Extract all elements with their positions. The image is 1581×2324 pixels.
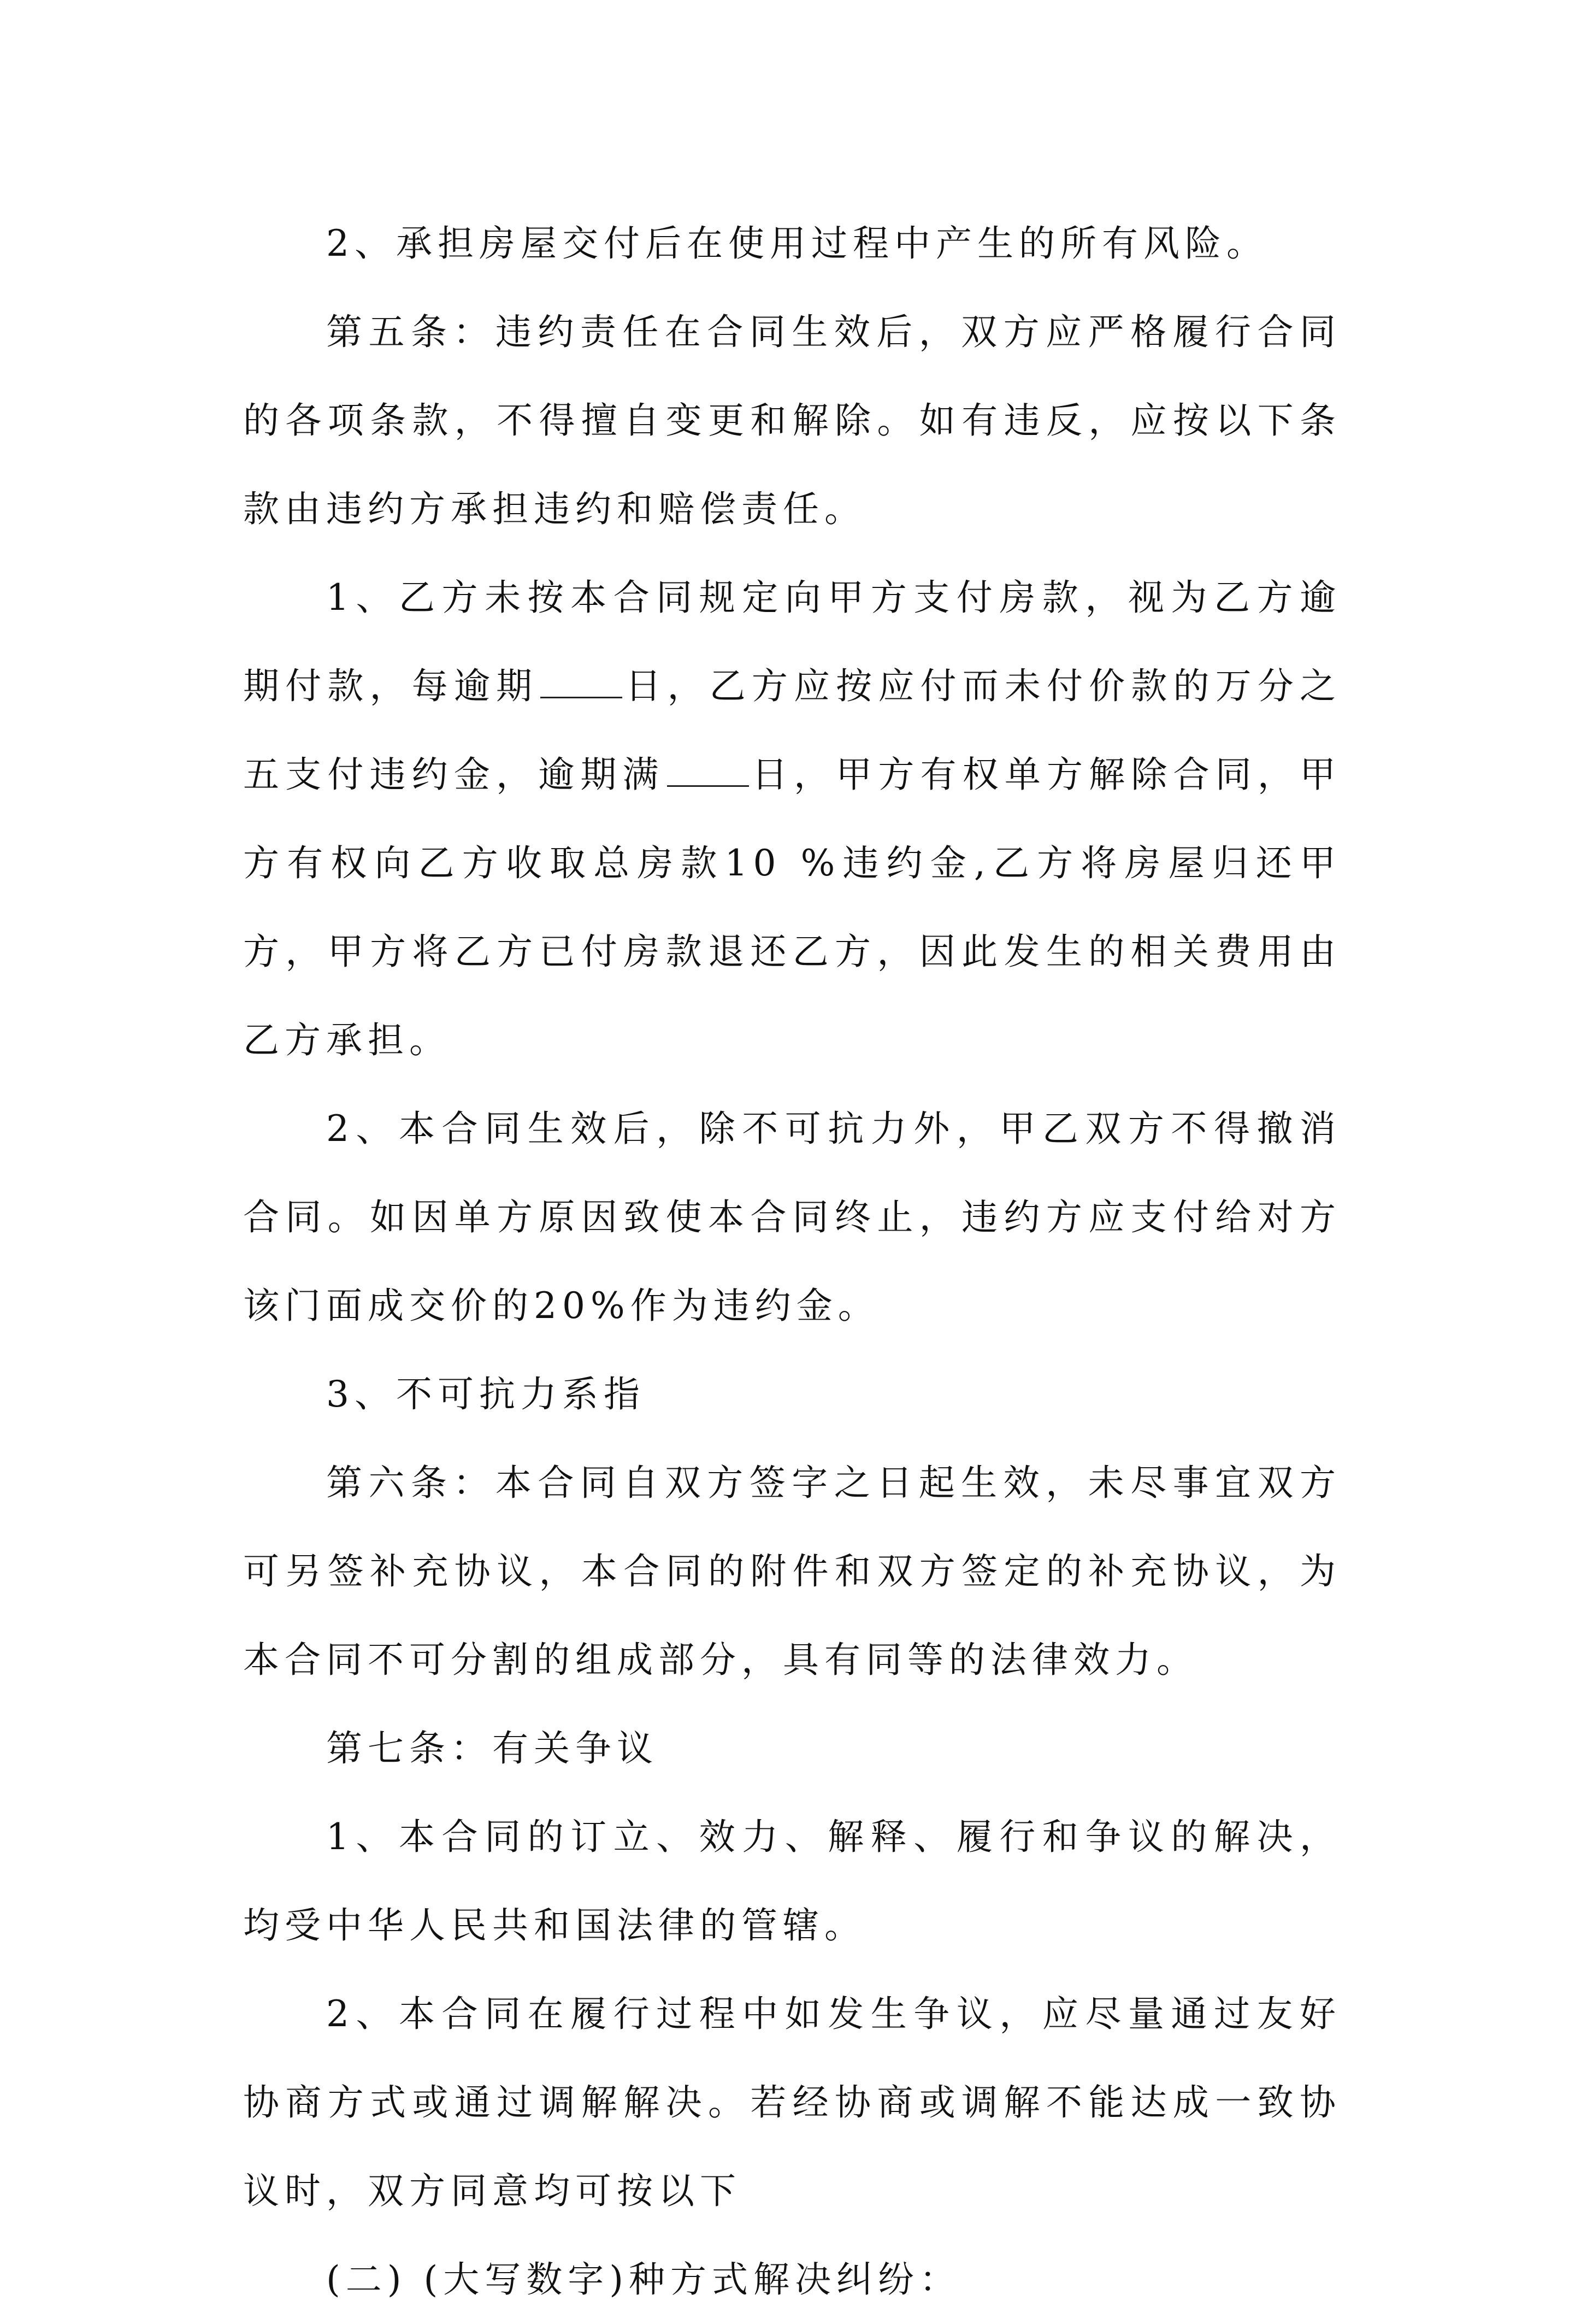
paragraph-text: 2、本合同生效后，除不可抗力外，甲乙双方不得撤消合同。如因单方原因致使本合同终止，违约方应支付给对方该门面成交价的20%作为违约金。 — [243, 1108, 1341, 1327]
paragraph-text: 第五条：违约责任在合同生效后，双方应严格履行合同的各项条款，不得擅自变更和解除。如有违反，应按以下条款由违约方承担违约和赔偿责任。 — [243, 311, 1341, 530]
paragraph-text: 1、乙方未按本合同规定向甲方支付房款，视为乙方逾期付款，每逾期 — [243, 576, 1341, 707]
paragraph-article-5-liability — [243, 288, 1341, 554]
paragraph-force-majeure — [243, 1350, 1341, 1439]
blank-days-overdue-full — [667, 754, 749, 787]
paragraph-late-payment — [243, 554, 1341, 1085]
paragraph-no-cancellation — [243, 1085, 1341, 1350]
paragraph-text: (二) (大写数字)种方式解决纠纷： — [326, 2258, 961, 2301]
paragraph-article-6-effective — [243, 1439, 1341, 1704]
paragraph-text: 第六条：本合同自双方签字之日起生效，未尽事宜双方可另签补充协议，本合同的附件和双方签定的补充协议，为本合同不可分割的组成部分，具有同等的法律效力。 — [243, 1462, 1341, 1681]
paragraph-text: 2、承担房屋交付后在使用过程中产生的所有风险。 — [326, 222, 1268, 264]
paragraph-text: 日，乙方应按应付而未付价款的万分之五支付违约金，逾期满 — [243, 665, 1342, 796]
paragraph-text: 日，甲方有权单方解除合同，甲方有权向乙方收取总房款10 %违约金,乙方将房屋归还甲方，甲方将乙方已付房款退还乙方，因此发生的相关费用由乙方承担。 — [243, 754, 1342, 1061]
paragraph-text: 1、本合同的订立、效力、解释、履行和争议的解决，均受中华人民共和国法律的管辖。 — [243, 1816, 1341, 1946]
paragraph-resolution-method — [243, 2235, 1341, 2324]
paragraph-text: 3、不可抗力系指 — [326, 1373, 645, 1415]
paragraph-governing-law — [243, 1793, 1341, 1970]
paragraph-text: 2、本合同在履行过程中如发生争议，应尽量通过友好协商方式或通过调解解决。若经协商或调解不能达成一致协议时，双方同意均可按以下 — [243, 1993, 1341, 2212]
document-body — [243, 199, 1341, 2324]
paragraph-text: 第七条：有关争议 — [326, 1727, 658, 1769]
paragraph-article-7-heading — [243, 1704, 1341, 1793]
blank-days-overdue — [540, 665, 622, 698]
paragraph-risk-after-delivery — [243, 199, 1341, 288]
paragraph-dispute-resolution — [243, 1970, 1341, 2235]
